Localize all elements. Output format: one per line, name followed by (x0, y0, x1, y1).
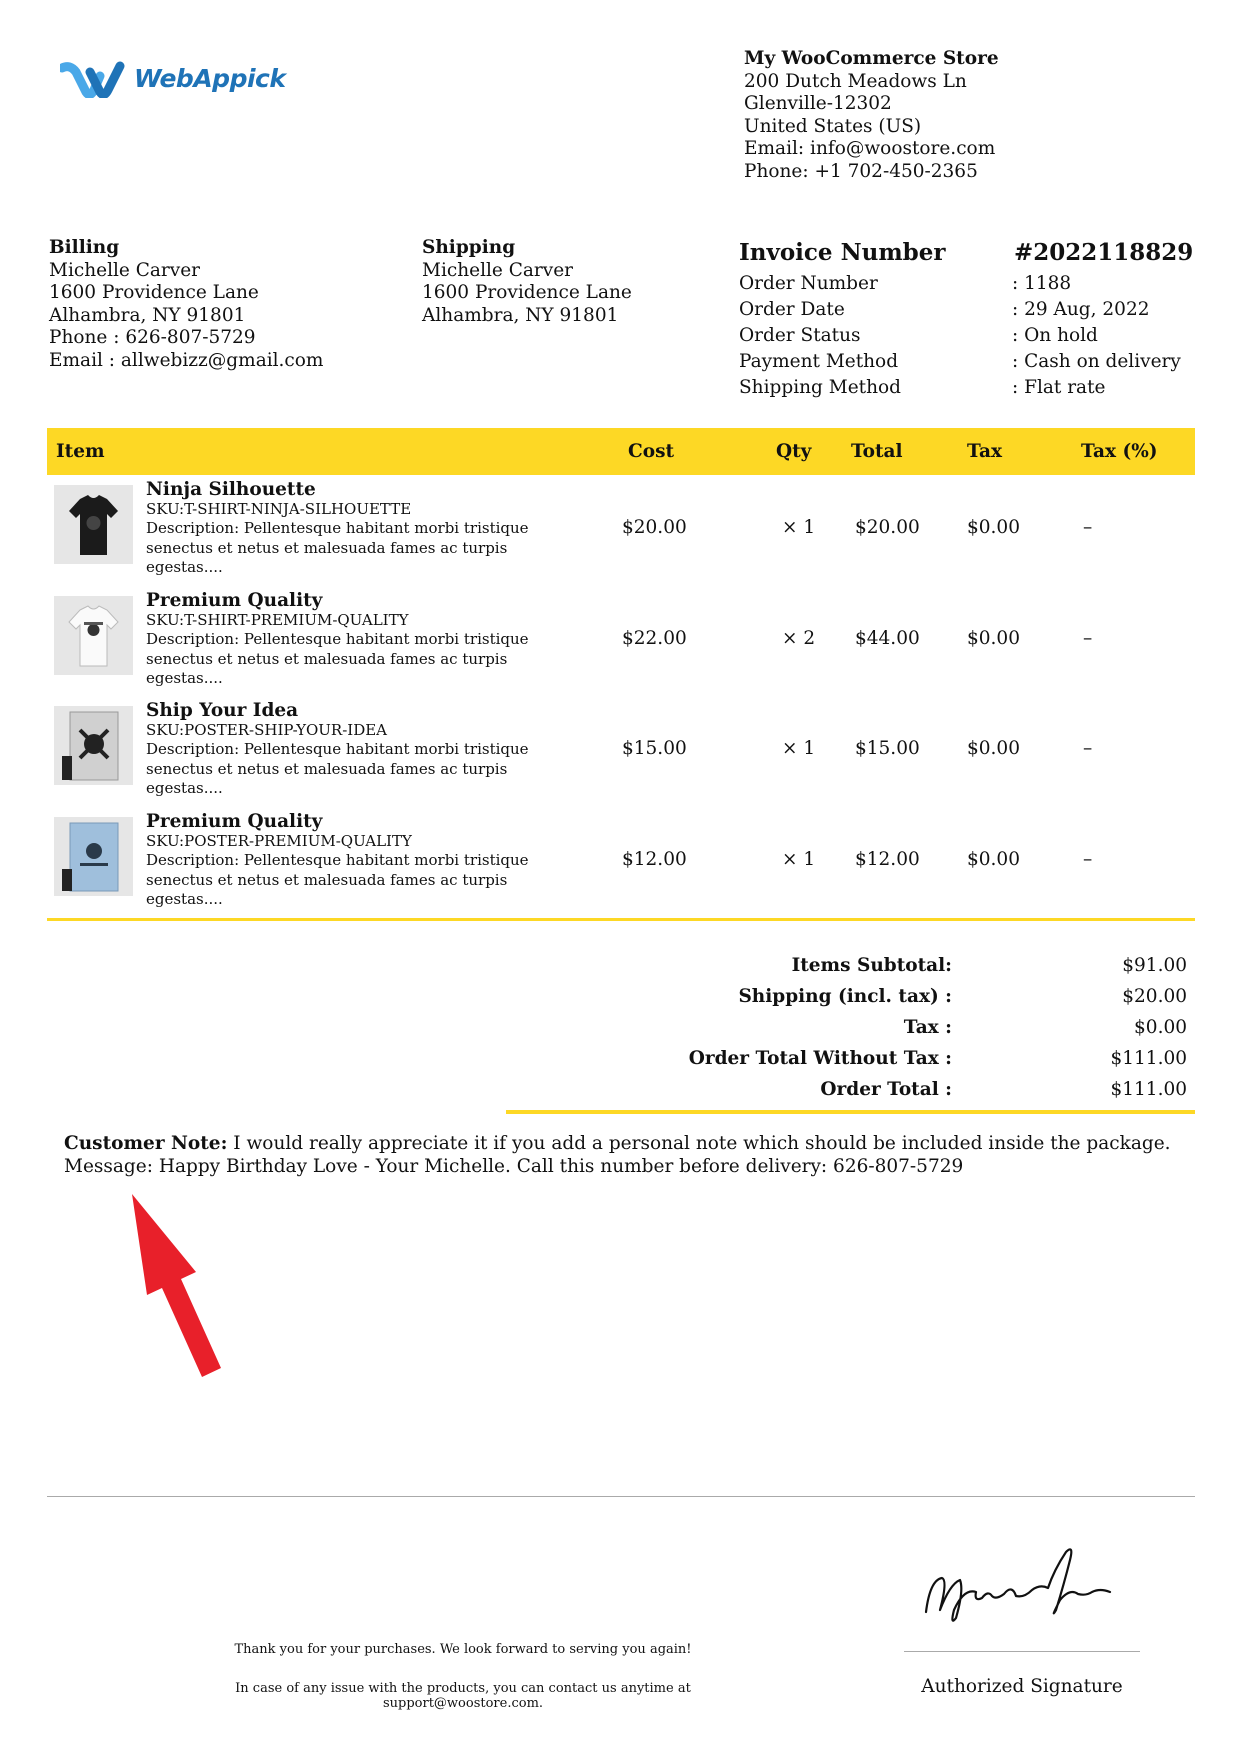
totals-bottom-border (506, 1110, 1195, 1114)
store-country: United States (US) (744, 115, 922, 137)
order-total-label: Order Total : (820, 1079, 952, 1100)
billing-address (49, 237, 323, 372)
total-cell: $20.00 (855, 517, 920, 538)
order-number-label: Order Number (739, 273, 878, 294)
table-row (47, 700, 1195, 811)
red-arrow-icon (120, 1190, 230, 1390)
order-total-value: $111.00 (1110, 1079, 1187, 1100)
store-address: 200 Dutch Meadows Ln (744, 70, 967, 92)
total-cell: $15.00 (855, 738, 920, 759)
tax-cell: $0.00 (967, 849, 1020, 870)
col-item: Item (56, 441, 105, 462)
cost-cell: $22.00 (622, 628, 687, 649)
shipping-city: Alhambra, NY 91801 (422, 304, 619, 326)
tax-cell: $0.00 (967, 738, 1020, 759)
qty-cell: × 1 (782, 849, 816, 870)
billing-heading: Billing (49, 237, 120, 258)
shipping-street: 1600 Providence Lane (422, 282, 632, 303)
cost-cell: $20.00 (622, 517, 687, 538)
cost-cell: $15.00 (622, 738, 687, 759)
col-qty: Qty (776, 441, 812, 462)
payment-method-value: : Cash on delivery (1012, 351, 1181, 372)
tax-pct-cell: – (1083, 628, 1093, 649)
order-total-without-tax-value: $111.00 (1110, 1048, 1187, 1069)
invoice-number: #2022118829 (1014, 239, 1194, 266)
cost-cell: $12.00 (622, 849, 687, 870)
items-table-header (47, 428, 1195, 475)
product-description: Description: Pellentesque habitant morbi tristique senectus et netus et malesuada fames ac turpis egestas.... (146, 851, 529, 908)
tax-pct-cell: – (1083, 738, 1093, 759)
table-row (47, 479, 1195, 590)
qty-cell: × 1 (782, 738, 816, 759)
store-phone: Phone: +1 702-450-2365 (744, 160, 978, 182)
tax-cell: $0.00 (967, 628, 1020, 649)
store-name: My WooCommerce Store (744, 48, 999, 69)
tax-total-label: Tax : (903, 1017, 952, 1038)
billing-phone: Phone : 626-807-5729 (49, 327, 256, 348)
order-status-label: Order Status (739, 325, 861, 346)
qty-cell: × 2 (782, 628, 816, 649)
handwritten-signature-icon (920, 1540, 1125, 1630)
col-cost: Cost (628, 441, 675, 462)
billing-name: Michelle Carver (49, 259, 201, 281)
white-tshirt-icon (54, 596, 133, 675)
order-date-label: Order Date (739, 299, 845, 320)
shipping-total-value: $20.00 (1122, 986, 1187, 1007)
product-description: Description: Pellentesque habitant morbi tristique senectus et netus et malesuada fames ac turpis egestas.... (146, 740, 529, 797)
footer-divider (47, 1496, 1195, 1497)
product-name: Premium Quality (146, 590, 323, 611)
product-description: Description: Pellentesque habitant morbi tristique senectus et netus et malesuada fames ac turpis egestas.... (146, 519, 529, 576)
tax-pct-cell: – (1083, 517, 1093, 538)
total-cell: $44.00 (855, 628, 920, 649)
customer-note-text: I would really appreciate it if you add a personal note which should be included inside the package. Message: Happy Birthday Love - Your Michelle. Call this number before delivery: 626-807-5729 (64, 1133, 1171, 1177)
col-tax-pct: Tax (%) (1081, 441, 1158, 462)
shipping-address (422, 237, 632, 327)
col-total: Total (851, 441, 903, 462)
col-tax: Tax (967, 441, 1003, 462)
order-number-value: : 1188 (1012, 273, 1072, 294)
order-meta-labels (739, 271, 901, 401)
store-city: Glenville-12302 (744, 93, 892, 114)
table-row (47, 590, 1195, 701)
tax-total-value: $0.00 (1134, 1017, 1187, 1038)
store-info (744, 48, 999, 183)
shipping-method-label: Shipping Method (739, 377, 901, 398)
order-status-value: : On hold (1012, 325, 1098, 346)
webappick-logo-icon (60, 58, 130, 98)
product-description: Description: Pellentesque habitant morbi tristique senectus et netus et malesuada fames ac turpis egestas.... (146, 630, 529, 687)
footer-thanks: Thank you for your purchases. We look forward to serving you again! (234, 1642, 692, 1657)
invoice-number-label: Invoice Number (739, 239, 946, 266)
qty-cell: × 1 (782, 517, 816, 538)
black-tshirt-icon (54, 485, 133, 564)
billing-email: Email : allwebizz@gmail.com (49, 349, 324, 371)
blue-poster-icon (54, 817, 133, 896)
product-name: Premium Quality (146, 811, 323, 832)
signature-line (904, 1651, 1140, 1652)
product-sku: SKU:T-SHIRT-PREMIUM-QUALITY (146, 611, 409, 629)
product-sku: SKU:POSTER-PREMIUM-QUALITY (146, 832, 412, 850)
payment-method-label: Payment Method (739, 351, 899, 372)
product-name: Ship Your Idea (146, 700, 299, 721)
company-logo (60, 58, 300, 106)
grey-poster-icon (54, 706, 133, 785)
total-cell: $12.00 (855, 849, 920, 870)
product-sku: SKU:T-SHIRT-NINJA-SILHOUETTE (146, 500, 412, 518)
shipping-method-value: : Flat rate (1012, 377, 1106, 398)
billing-street: 1600 Providence Lane (49, 282, 259, 303)
order-date-value: : 29 Aug, 2022 (1012, 299, 1150, 320)
signature-label: Authorized Signature (921, 1676, 1123, 1697)
table-bottom-border (47, 918, 1195, 921)
shipping-heading: Shipping (422, 237, 516, 258)
items-subtotal-label: Items Subtotal: (791, 955, 952, 976)
order-meta-values (1012, 271, 1181, 401)
product-sku: SKU:POSTER-SHIP-YOUR-IDEA (146, 721, 388, 739)
customer-note (64, 1132, 1184, 1178)
shipping-name: Michelle Carver (422, 259, 574, 281)
tax-pct-cell: – (1083, 849, 1093, 870)
tax-cell: $0.00 (967, 517, 1020, 538)
table-row (47, 811, 1195, 922)
order-total-without-tax-label: Order Total Without Tax : (688, 1048, 952, 1069)
items-subtotal-value: $91.00 (1122, 955, 1187, 976)
billing-city: Alhambra, NY 91801 (49, 304, 246, 326)
shipping-total-label: Shipping (incl. tax) : (738, 986, 952, 1007)
logo-wordmark: WebAppick (134, 64, 286, 93)
product-name: Ninja Silhouette (146, 479, 316, 500)
store-email: Email: info@woostore.com (744, 138, 996, 159)
customer-note-label: Customer Note: (64, 1133, 228, 1154)
footer-contact: In case of any issue with the products, you can contact us anytime at support@woostore.com. (235, 1681, 691, 1711)
